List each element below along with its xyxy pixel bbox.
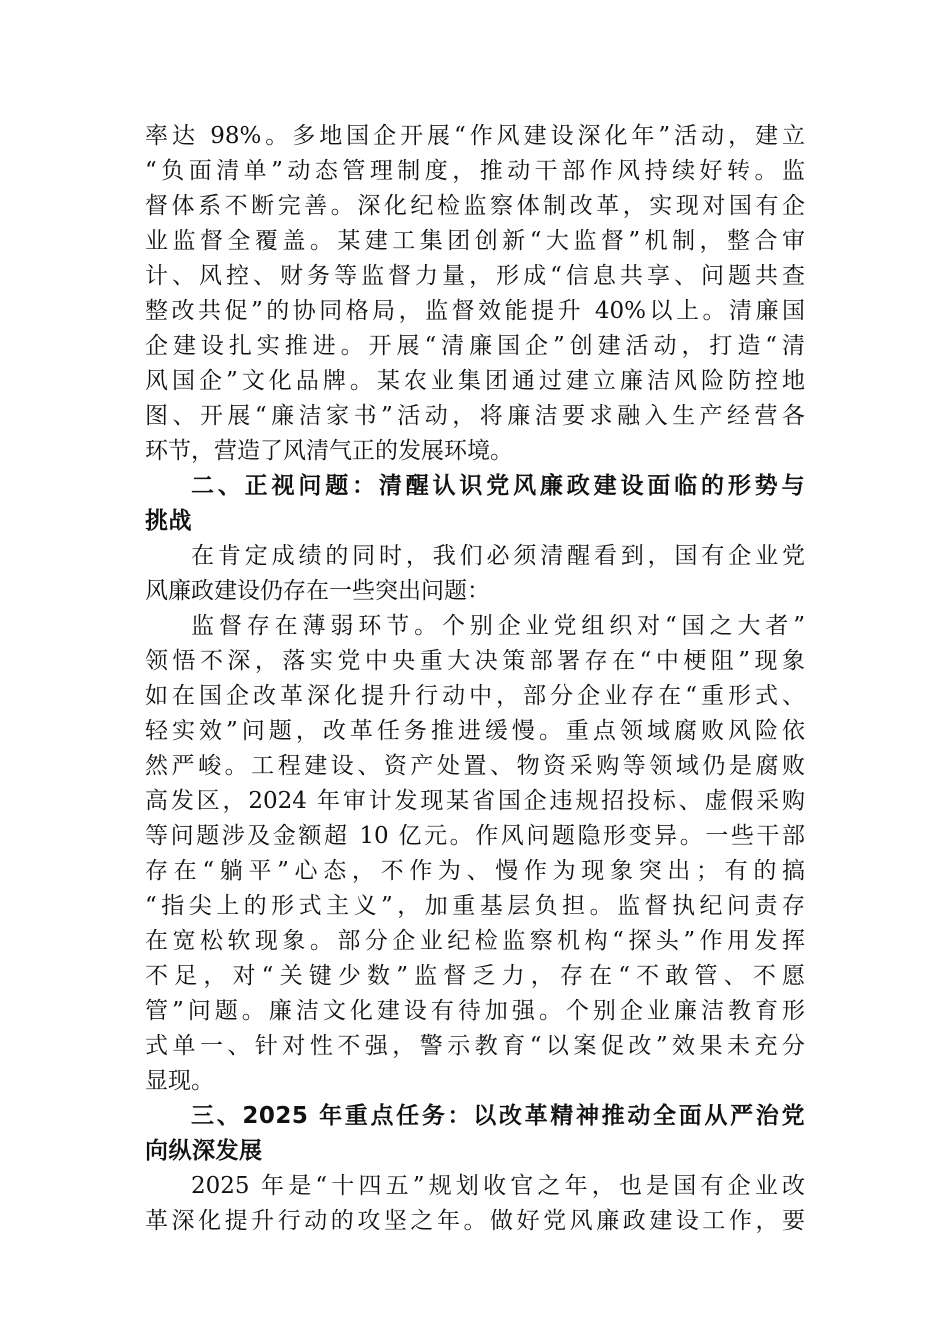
text-line: 然严峻。工程建设、资产处置、物资采购等领域仍是腐败 [145,753,805,779]
section-heading-3 [145,1099,805,1169]
text-line: 不足，对“关键少数”监督乏力，存在“不敢管、不愿 [145,963,805,989]
text-line: 显现。 [145,1068,214,1094]
text-line: 风国企”文化品牌。某农业集团通过建立廉洁风险防控地 [145,368,805,394]
text-line: 轻实效”问题，改革任务推进缓慢。重点领域腐败风险依 [145,718,805,744]
paragraph-problems [145,609,805,1099]
paragraph-tasks [145,1169,805,1239]
text-line: 业监督全覆盖。某建工集团创新“大监督”机制，整合审 [145,228,805,254]
heading-line: 三、2025 年重点任务：以改革精神推动全面从严治党 [191,1103,805,1129]
text-line: 计、风控、财务等监督力量，形成“信息共享、问题共查 [145,263,805,289]
text-line: 整改共促”的协同格局，监督效能提升 40%以上。清廉国 [145,298,805,324]
text-line: “负面清单”动态管理制度，推动干部作风持续好转。监 [145,158,805,184]
text-line: 领悟不深，落实党中央重大决策部署存在“中梗阻”现象 [145,648,805,674]
text-line: 式单一、针对性不强，警示教育“以案促改”效果未充分 [145,1033,805,1059]
text-line: 管”问题。廉洁文化建设有待加强。个别企业廉洁教育形 [145,998,805,1024]
section-heading-2 [145,469,805,539]
document-body [145,119,805,1239]
text-line: “指尖上的形式主义”，加重基层负担。监督执纪问责存 [145,893,805,919]
text-line: 图、开展“廉洁家书”活动，将廉洁要求融入生产经营各 [145,403,805,429]
text-line: 监督存在薄弱环节。个别企业党组织对“国之大者” [191,613,805,639]
text-line: 在肯定成绩的同时，我们必须清醒看到，国有企业党 [191,543,805,569]
heading-line: 挑战 [145,508,192,534]
text-line: 率达 98%。多地国企开展“作风建设深化年”活动，建立 [145,123,805,149]
text-line: 高发区，2024 年审计发现某省国企违规招投标、虚假采购 [145,788,805,814]
text-line: 等问题涉及金额超 10 亿元。作风问题隐形变异。一些干部 [145,823,805,849]
text-line: 风廉政建设仍存在一些突出问题： [145,578,490,604]
text-line: 革深化提升行动的攻坚之年。做好党风廉政建设工作，要 [145,1208,805,1234]
paragraph-achievements [145,119,805,469]
heading-line: 二、正视问题：清醒认识党风廉政建设面临的形势与 [191,473,805,499]
paragraph-intro-problems [145,539,805,609]
text-line: 督体系不断完善。深化纪检监察体制改革，实现对国有企 [145,193,805,219]
text-line: 2025 年是“十四五”规划收官之年，也是国有企业改 [191,1173,805,1199]
text-line: 存在“躺平”心态，不作为、慢作为现象突出；有的搞 [145,858,805,884]
text-line: 企建设扎实推进。开展“清廉国企”创建活动，打造“清 [145,333,805,359]
text-line: 如在国企改革深化提升行动中，部分企业存在“重形式、 [145,683,805,709]
text-line: 环节，营造了风清气正的发展环境。 [145,438,513,464]
heading-line: 向纵深发展 [145,1138,263,1164]
text-line: 在宽松软现象。部分企业纪检监察机构“探头”作用发挥 [145,928,805,954]
